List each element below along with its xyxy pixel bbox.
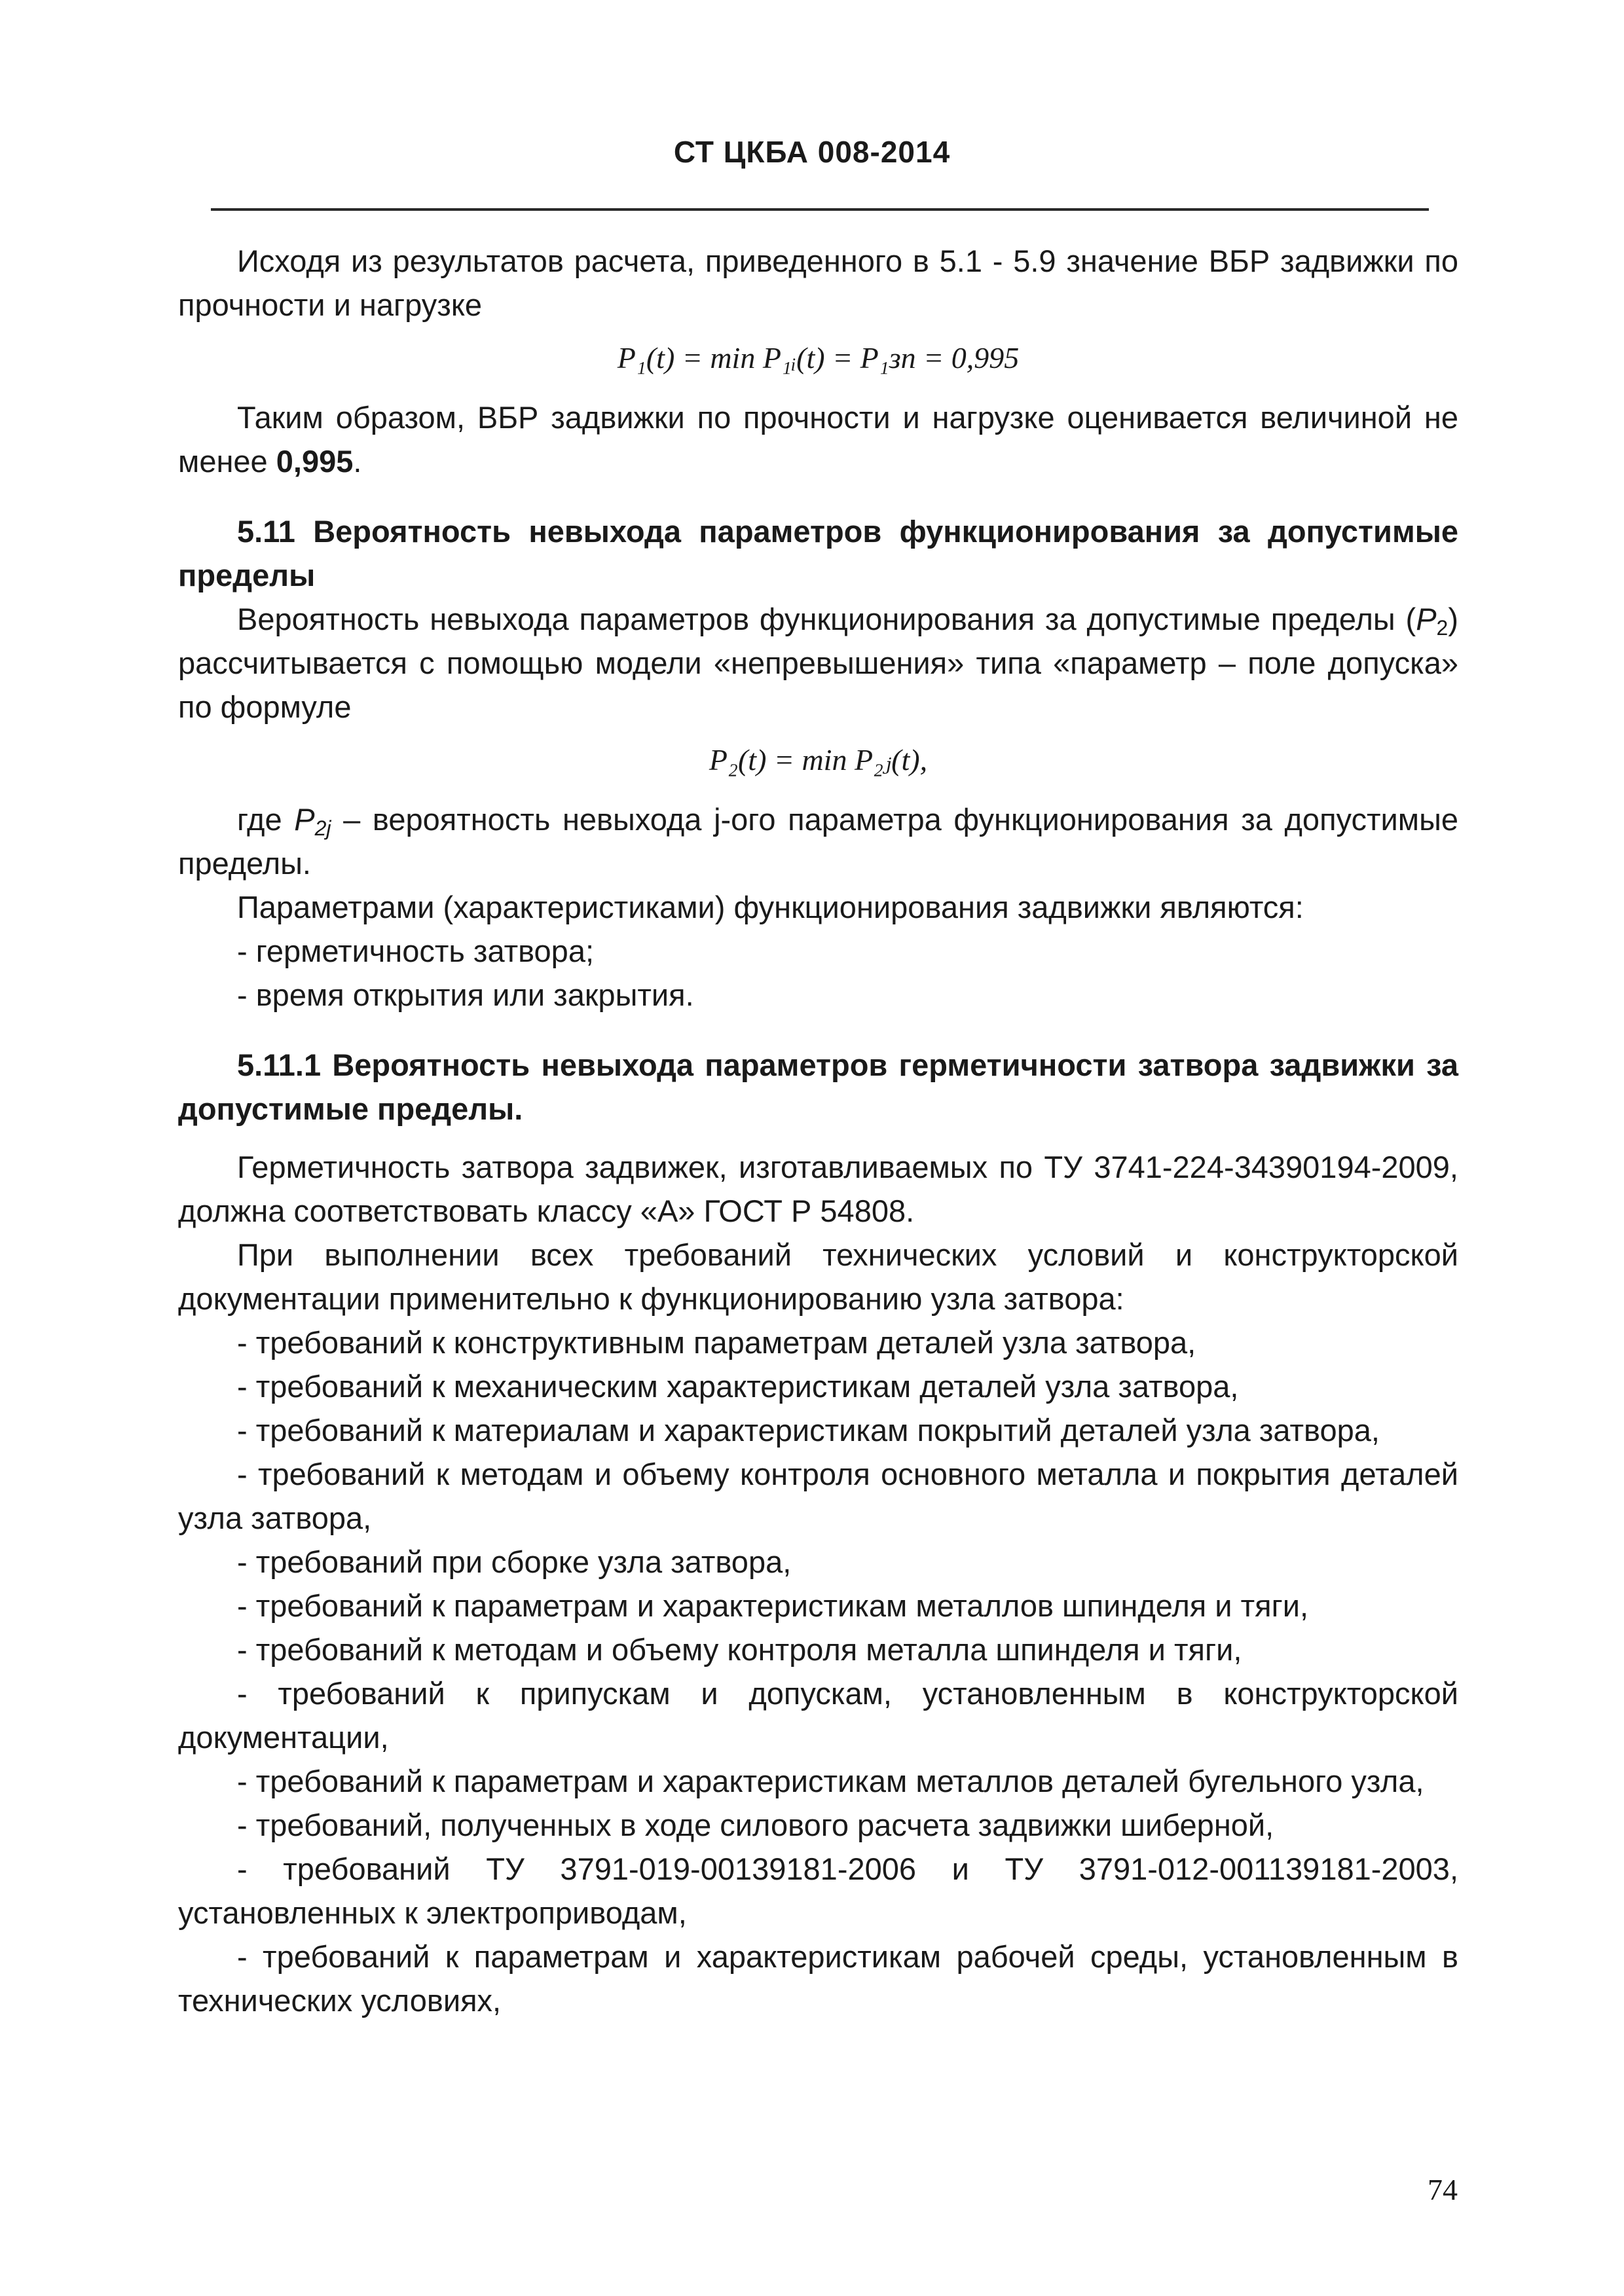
requirement-item: - требований к параметрам и характеристикам рабочей среды, установленным в технических условиях,: [178, 1939, 1458, 2018]
conclusion-value: 0,995: [276, 444, 354, 479]
section-5-11-heading: 5.11 Вероятность невыхода параметров функционирования за допустимые пределы: [178, 514, 1458, 592]
document-header: СТ ЦКБА 008-2014: [673, 135, 951, 169]
s511-var: P: [1416, 602, 1437, 636]
conclusion-text: Таким образом, ВБР задвижки по прочности и нагрузке оценивается величиной не менее: [178, 400, 1458, 479]
param-item: - время открытия или закрытия.: [237, 977, 694, 1012]
conclusion-paragraph: [178, 395, 1458, 483]
requirement-item: - требований к методам и объему контроля металла шпинделя и тяги,: [237, 1632, 1242, 1667]
document-body: [178, 239, 1458, 2022]
requirements-intro: При выполнении всех требований технических условий и конструкторской документации применительно к функционированию узла затвора:: [178, 1237, 1458, 1316]
tightness-paragraph: Герметичность затвора задвижек, изготавливаемых по ТУ 3741-224-34390194-2009, должна соответствовать классу «А» ГОСТ Р 54808.: [178, 1150, 1458, 1228]
where-text-b: – вероятность невыхода j-ого параметра функционирования за допустимые пределы.: [178, 802, 1459, 881]
formula-p1: P₁(t) = min P₁ᵢ(t) = P₁зп = 0,995: [617, 341, 1020, 374]
requirement-item: - требований ТУ 3791-019-00139181-2006 и ТУ 3791-012-001139181-2003, установленных к электроприводам,: [178, 1851, 1458, 1930]
s511-var-sub: 2: [1436, 616, 1449, 640]
requirement-item: - требований к методам и объему контроля основного металла и покрытия деталей узла затвора,: [178, 1457, 1458, 1535]
where-paragraph: [178, 797, 1458, 885]
requirement-item: - требований при сборке узла затвора,: [237, 1544, 792, 1579]
s511-text-b: ) рассчитывается с помощью модели «непревышения» типа «параметр – поле допуска» по формуле: [178, 602, 1458, 724]
requirement-item: - требований к припускам и допускам, установленным в конструкторской документации,: [178, 1676, 1458, 1755]
requirement-item: - требований к материалам и характеристикам покрытий деталей узла затвора,: [237, 1413, 1380, 1448]
requirement-item: - требований к конструктивным параметрам деталей узла затвора,: [237, 1325, 1196, 1360]
requirement-item: - требований, полученных в ходе силового расчета задвижки шиберной,: [237, 1808, 1274, 1842]
where-text-a: где: [237, 802, 295, 837]
requirement-item: - требований к параметрам и характеристикам металлов шпинделя и тяги,: [237, 1588, 1309, 1623]
s511-text-a: Вероятность невыхода параметров функционирования за допустимые пределы (: [237, 602, 1416, 636]
conclusion-end: .: [353, 444, 362, 479]
requirement-item: - требований к параметрам и характеристикам металлов деталей бугельного узла,: [237, 1764, 1424, 1798]
header-rule: [211, 208, 1429, 211]
intro-paragraph: Исходя из результатов расчета, приведенного в 5.1 - 5.9 значение ВБР задвижки по прочности и нагрузке: [178, 244, 1458, 322]
requirement-item: - требований к механическим характеристикам деталей узла затвора,: [237, 1369, 1239, 1404]
page-number: 74: [1428, 2173, 1458, 2206]
params-intro: Параметрами (характеристиками) функционирования задвижки являются:: [237, 890, 1304, 924]
where-var-sub: 2j: [314, 816, 331, 840]
section-5-11-paragraph: [178, 597, 1458, 729]
param-item: - герметичность затвора;: [237, 934, 595, 968]
where-var: P: [294, 802, 315, 837]
section-5-11-1-heading: 5.11.1 Вероятность невыхода параметров герметичности затвора задвижки за допустимые пределы.: [178, 1048, 1458, 1126]
formula-p2: P₂(t) = min P₂ⱼ(t),: [709, 743, 928, 776]
